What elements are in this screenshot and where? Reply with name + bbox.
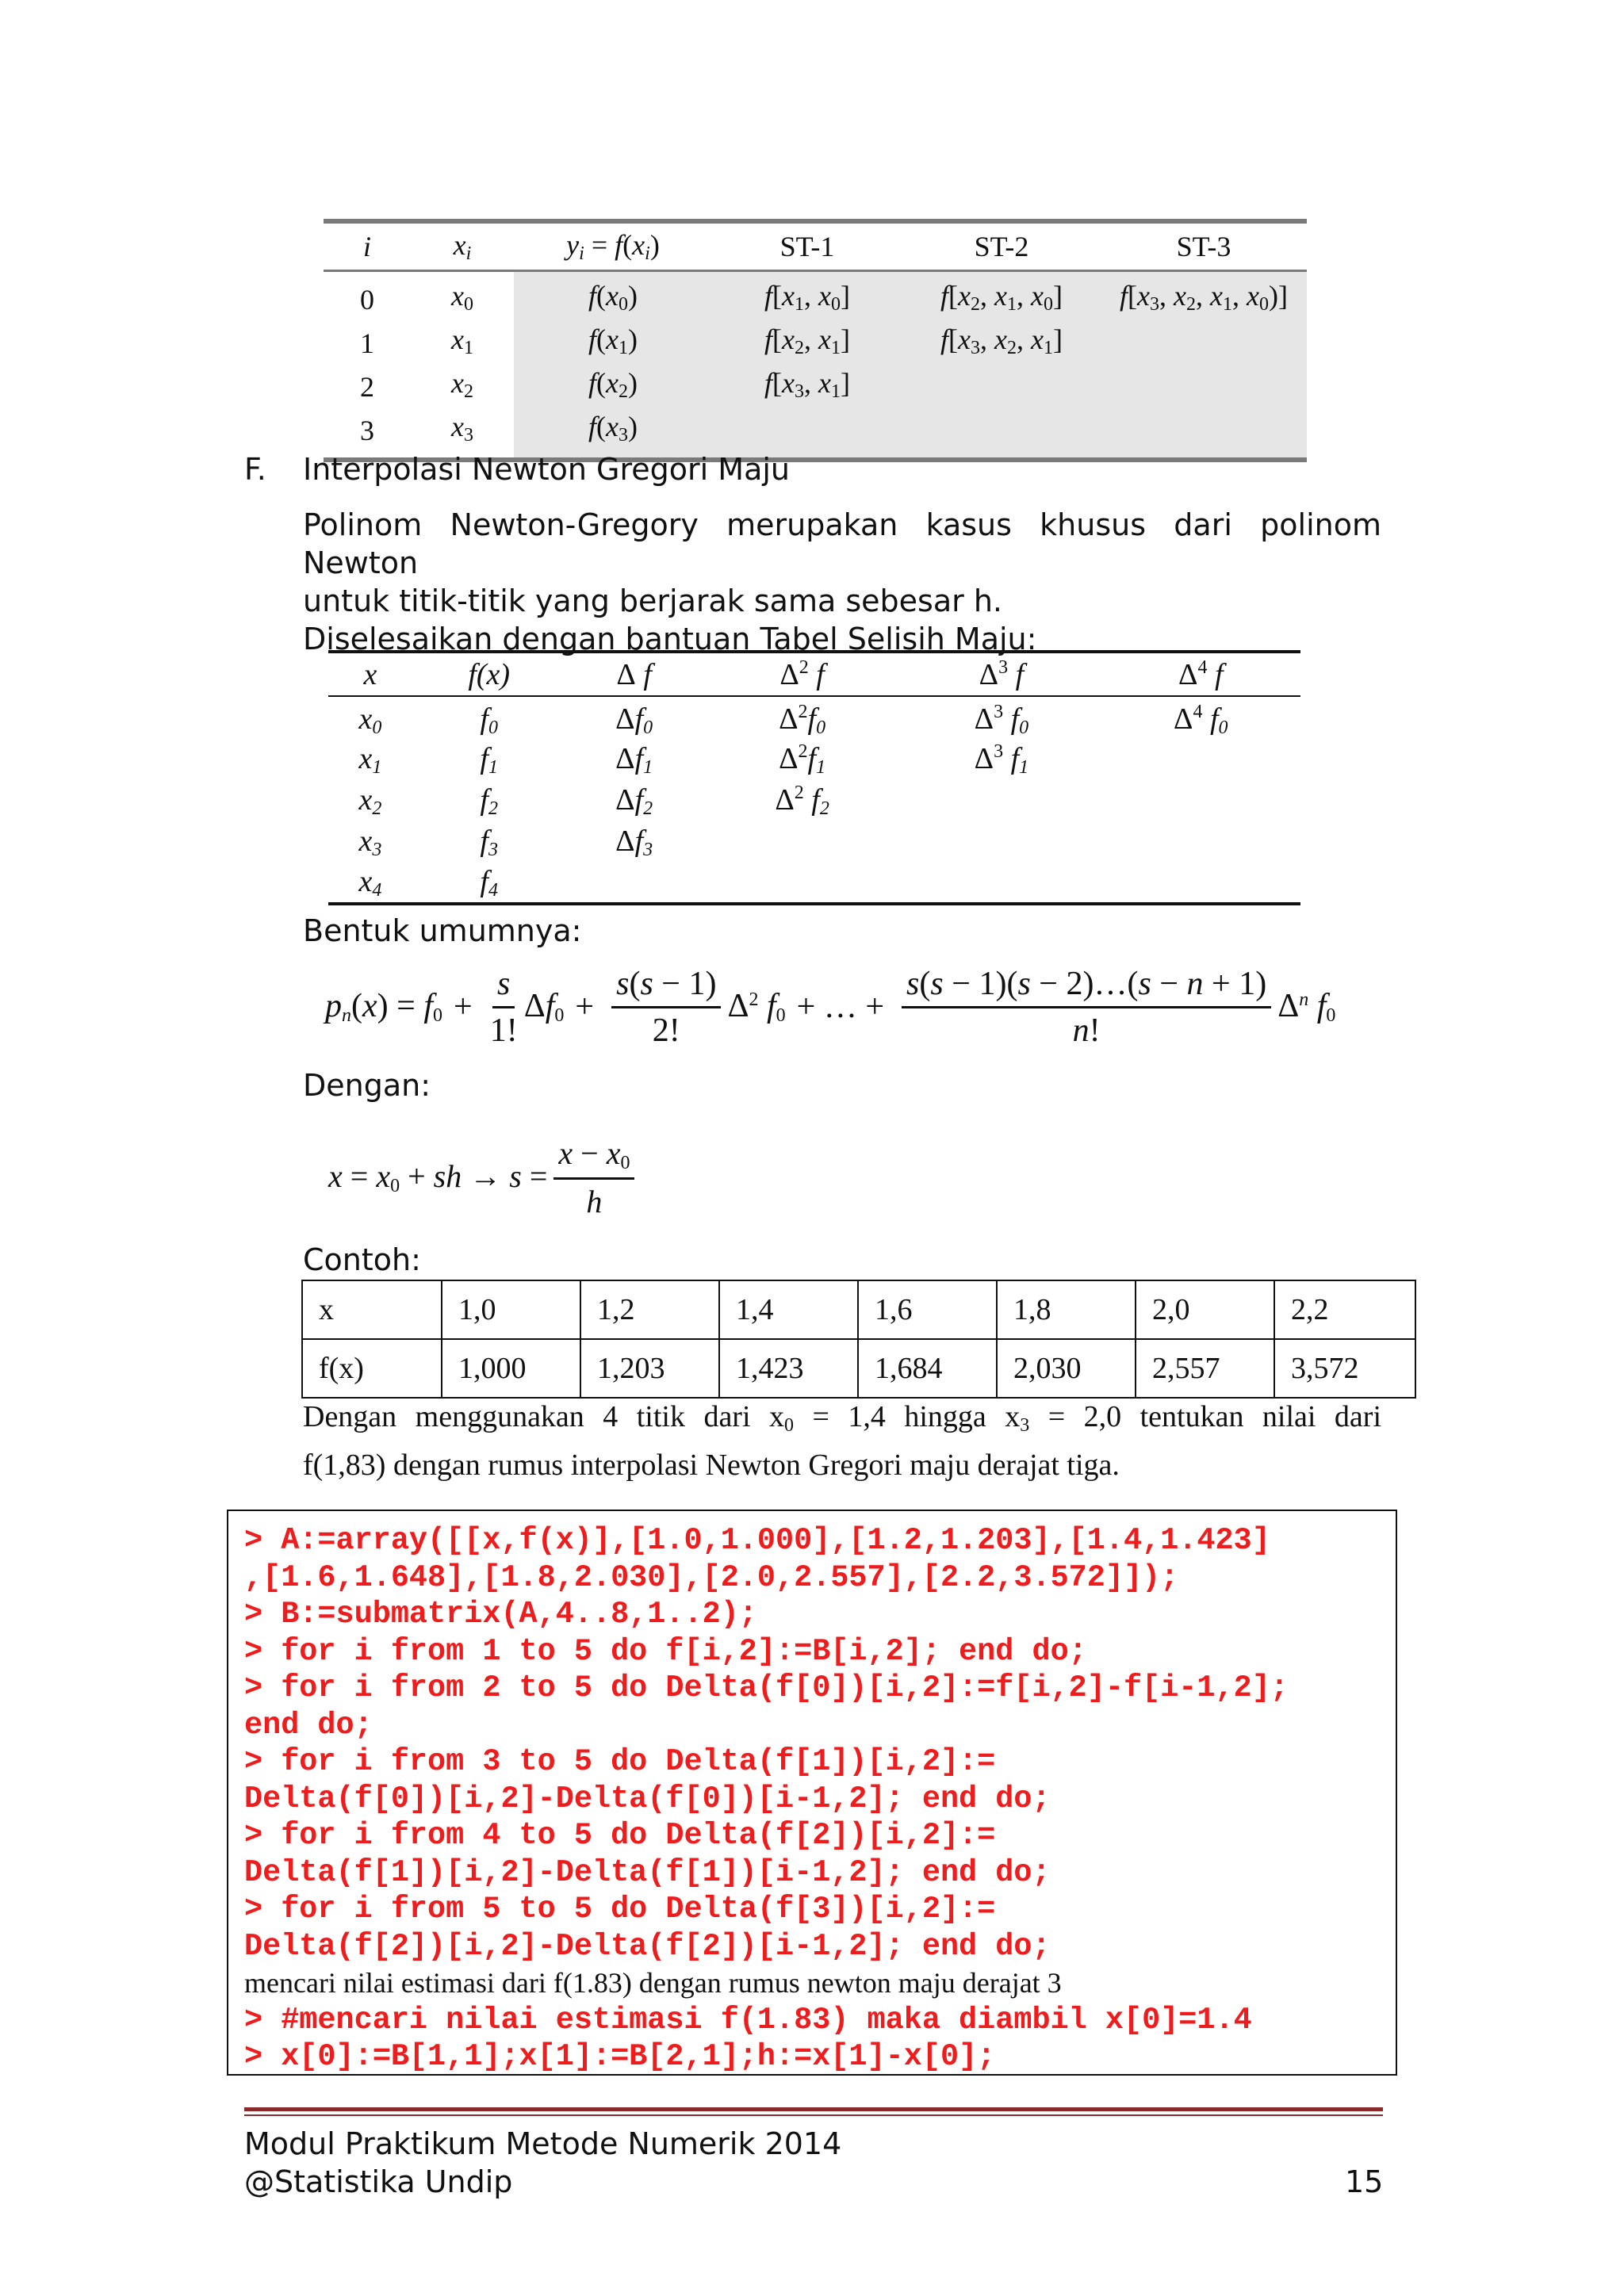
paragraph-line: untuk titik-titik yang berjarak sama sebesar h. (303, 584, 1002, 618)
cell: $x_3$ (451, 410, 473, 446)
cell: $x_2$ (358, 783, 382, 819)
page-number: 15 (1345, 2164, 1384, 2199)
section-paragraph (303, 506, 1381, 658)
section-letter: F. (244, 452, 266, 487)
cell: 1,2 (580, 1280, 719, 1339)
cell (902, 409, 1101, 460)
cell: 1,6 (858, 1280, 997, 1339)
cell: $f_0$ (480, 702, 498, 738)
s-formula: $x = x_0$ + sh → s = $\frac{x - x_0}{h}$ (328, 1134, 641, 1221)
example-label: Contoh: (303, 1242, 421, 1277)
header-delta3-f: $\Delta^3$ f (902, 652, 1101, 696)
code-line: > for i from 5 to 5 do Delta(f[3])[i,2]:= (244, 1892, 996, 1927)
cell: 1 (360, 327, 374, 359)
general-form-label: Bentuk umumnya: (303, 913, 582, 948)
cell (1101, 863, 1300, 904)
cell: $f(x_1)$ (514, 322, 712, 365)
fraction: $\frac{s(s - 1)}{2!}$ (611, 965, 721, 1050)
fraction: $\frac{s}{1!}$ (489, 965, 518, 1049)
code-line: > for i from 4 to 5 do Delta(f[2])[i,2]:= (244, 1818, 996, 1853)
footer-rule (244, 2107, 1383, 2116)
code-line: > B:=submatrix(A,4..8,1..2); (244, 1597, 757, 1632)
table-row (328, 739, 1300, 780)
cell: $f[x_3$, $x_2$, $x_1$] (902, 322, 1101, 365)
footer-module-title: Modul Praktikum Metode Numerik 2014 (244, 2126, 842, 2161)
general-formula: $p_n(x) = f_0$ + $\frac{s}{1!}$ $\Delta f_0$ + $\frac{s(s - 1)}{2!}$ $\Delta^2$ $f_0$ + … + $\frac{s(s - 1)(s - 2)\dots(s - n + 1)}{n!}$ $\Delta^n$ $f_0$ (325, 965, 1336, 1049)
table-header-row (324, 221, 1307, 270)
cell: $x_4$ (358, 864, 382, 901)
code-line: > for i from 3 to 5 do Delta(f[1])[i,2]:= (244, 1744, 996, 1779)
cell: 2,0 (1136, 1280, 1274, 1339)
cell: $x_3$ (358, 824, 382, 860)
cell: $f(x_0)$ (514, 270, 712, 322)
table-row (302, 1280, 1415, 1339)
cell (1101, 739, 1300, 780)
code-line: end do; (244, 1707, 373, 1743)
table-row (328, 821, 1300, 863)
header-xi: $x_i$ (411, 221, 514, 270)
cell: 2,557 (1136, 1339, 1274, 1398)
table-row (324, 322, 1307, 365)
paragraph-line: Polinom Newton-Gregory merupakan kasus khusus dari polinom Newton (303, 507, 1381, 580)
example-table (301, 1280, 1416, 1399)
forward-difference-table (328, 650, 1300, 905)
cell: 1,000 (442, 1339, 580, 1398)
cell: $f[x_1$, $x_0$] (712, 270, 902, 322)
code-line: > for i from 2 to 5 do Delta(f[0])[i,2]:=f[i,2]-f[i-1,2]; (244, 1670, 1289, 1705)
code-line: > A:=array([[x,f(x)],[1.0,1.000],[1.2,1.203],[1.4,1.423] (244, 1523, 1270, 1558)
cell: $f_2$ (480, 783, 498, 819)
cell: f(x) (302, 1339, 442, 1398)
header-fx: f(x) (412, 652, 566, 696)
code-line: ,[1.6,1.648],[1.8,2.030],[2.0,2.557],[2.2,3.572]]); (244, 1559, 1179, 1595)
table-header-row (328, 652, 1300, 696)
cell: $x_2$ (451, 366, 473, 402)
cell: 0 (360, 284, 374, 316)
divided-difference-table (324, 219, 1307, 462)
cell (703, 863, 902, 904)
cell: $f_3$ (480, 824, 498, 860)
cell (902, 821, 1101, 863)
section-title (244, 450, 790, 488)
header-i: i (324, 221, 411, 270)
cell: $\Delta f_2$ (615, 783, 653, 819)
cell: 3,572 (1274, 1339, 1415, 1398)
footer-institution: @Statistika Undip (244, 2164, 513, 2199)
maple-code-box (227, 1510, 1397, 2076)
cell (902, 365, 1101, 409)
cell: 1,4 (719, 1280, 858, 1339)
cell: $\Delta^3$ $f_1$ (974, 740, 1029, 778)
cell: $\Delta f_1$ (615, 741, 653, 778)
cell (1101, 365, 1307, 409)
code-comment-text: mencari nilai estimasi dari f(1.83) dengan rumus newton maju derajat 3 (244, 1967, 1062, 1999)
cell: $x_0$ (451, 279, 473, 315)
section-title-text: Interpolasi Newton Gregori Maju (303, 452, 790, 487)
cell (1101, 780, 1300, 821)
cell: 1,203 (580, 1339, 719, 1398)
table-row (324, 270, 1307, 322)
header-st1: ST-1 (712, 221, 902, 270)
fraction: $\frac{x - x_0}{h}$ (553, 1135, 634, 1220)
header-st2: ST-2 (902, 221, 1101, 270)
description-line: Dengan menggunakan 4 titik dari $x_0 = 1,4$ hingga $x_3 = 2,0$ tentukan nilai dari (303, 1400, 1382, 1436)
fraction: $\frac{s(s - 1)(s - 2)\dots(s - n + 1)}{n!}$ (902, 965, 1271, 1050)
cell: 2,2 (1274, 1280, 1415, 1339)
with-label: Dengan: (303, 1068, 431, 1103)
table-row (302, 1339, 1415, 1398)
cell: $\Delta^2f_1$ (779, 740, 826, 778)
header-x: x (328, 652, 412, 696)
cell (1101, 322, 1307, 365)
header-delta-f: Δ f (565, 652, 702, 696)
cell: 1,8 (997, 1280, 1136, 1339)
cell: 3 (360, 415, 374, 446)
cell: $f[x_2$, $x_1$] (712, 322, 902, 365)
cell: $\Delta^3$ $f_0$ (974, 702, 1029, 738)
code-line: > x[0]:=B[1,1];x[1]:=B[2,1];h:=x[1]-x[0]; (244, 2039, 996, 2074)
cell: $\Delta^4$ $f_0$ (1174, 702, 1228, 738)
cell: $\Delta^2f_0$ (779, 702, 826, 738)
header-delta4-f: $\Delta^4$ f (1101, 652, 1300, 696)
header-delta2-f: $\Delta^2$ f (703, 652, 902, 696)
table-row (328, 780, 1300, 821)
cell: $f[x_2$, $x_1$, $x_0$] (902, 270, 1101, 322)
cell: $f(x_3)$ (514, 409, 712, 460)
cell: x (302, 1280, 442, 1339)
cell: 2,030 (997, 1339, 1136, 1398)
cell: $\Delta f_3$ (615, 824, 653, 860)
example-description (303, 1397, 1381, 1485)
code-line: > #mencari nilai estimasi f(1.83) maka diambil x[0]=1.4 (244, 2002, 1252, 2038)
cell (1101, 821, 1300, 863)
code-line: Delta(f[1])[i,2]-Delta(f[1])[i-1,2]; end do; (244, 1854, 1051, 1890)
cell: $f_4$ (480, 864, 498, 901)
cell: $x_1$ (358, 741, 382, 778)
cell: $f[x_3$, $x_2$, $x_1$, $x_0$)] (1101, 270, 1307, 322)
table-row (324, 365, 1307, 409)
paragraph-line: Diselesaikan dengan bantuan Tabel Selisih Maju: (303, 622, 1037, 656)
cell (565, 863, 702, 904)
cell: $f(x_2)$ (514, 365, 712, 409)
cell: $\Delta f_0$ (615, 702, 653, 738)
header-yi: $y_i = f(x_i)$ (514, 221, 712, 270)
cell: $f[x_3$, $x_1$] (712, 365, 902, 409)
cell: 1,0 (442, 1280, 580, 1339)
code-line: > for i from 1 to 5 do f[i,2]:=B[i,2]; end do; (244, 1633, 1087, 1669)
cell: 1,423 (719, 1339, 858, 1398)
cell (703, 821, 902, 863)
table-row (328, 696, 1300, 739)
cell (902, 780, 1101, 821)
code-line: Delta(f[0])[i,2]-Delta(f[0])[i-1,2]; end do; (244, 1781, 1051, 1816)
description-line: f(1,83) dengan rumus interpolasi Newton Gregori maju derajat tiga. (303, 1448, 1120, 1482)
cell: $\Delta^2$ $f_2$ (775, 782, 829, 819)
cell: 1,684 (858, 1339, 997, 1398)
code-line: Delta(f[2])[i,2]-Delta(f[2])[i-1,2]; end do; (244, 1928, 1051, 1964)
cell: $f_1$ (480, 741, 498, 778)
cell: $x_1$ (451, 323, 473, 358)
cell: 2 (360, 371, 374, 403)
header-st3: ST-3 (1101, 221, 1307, 270)
cell: $x_0$ (358, 702, 382, 738)
cell (1101, 409, 1307, 460)
cell (902, 863, 1101, 904)
table-row (328, 863, 1300, 904)
